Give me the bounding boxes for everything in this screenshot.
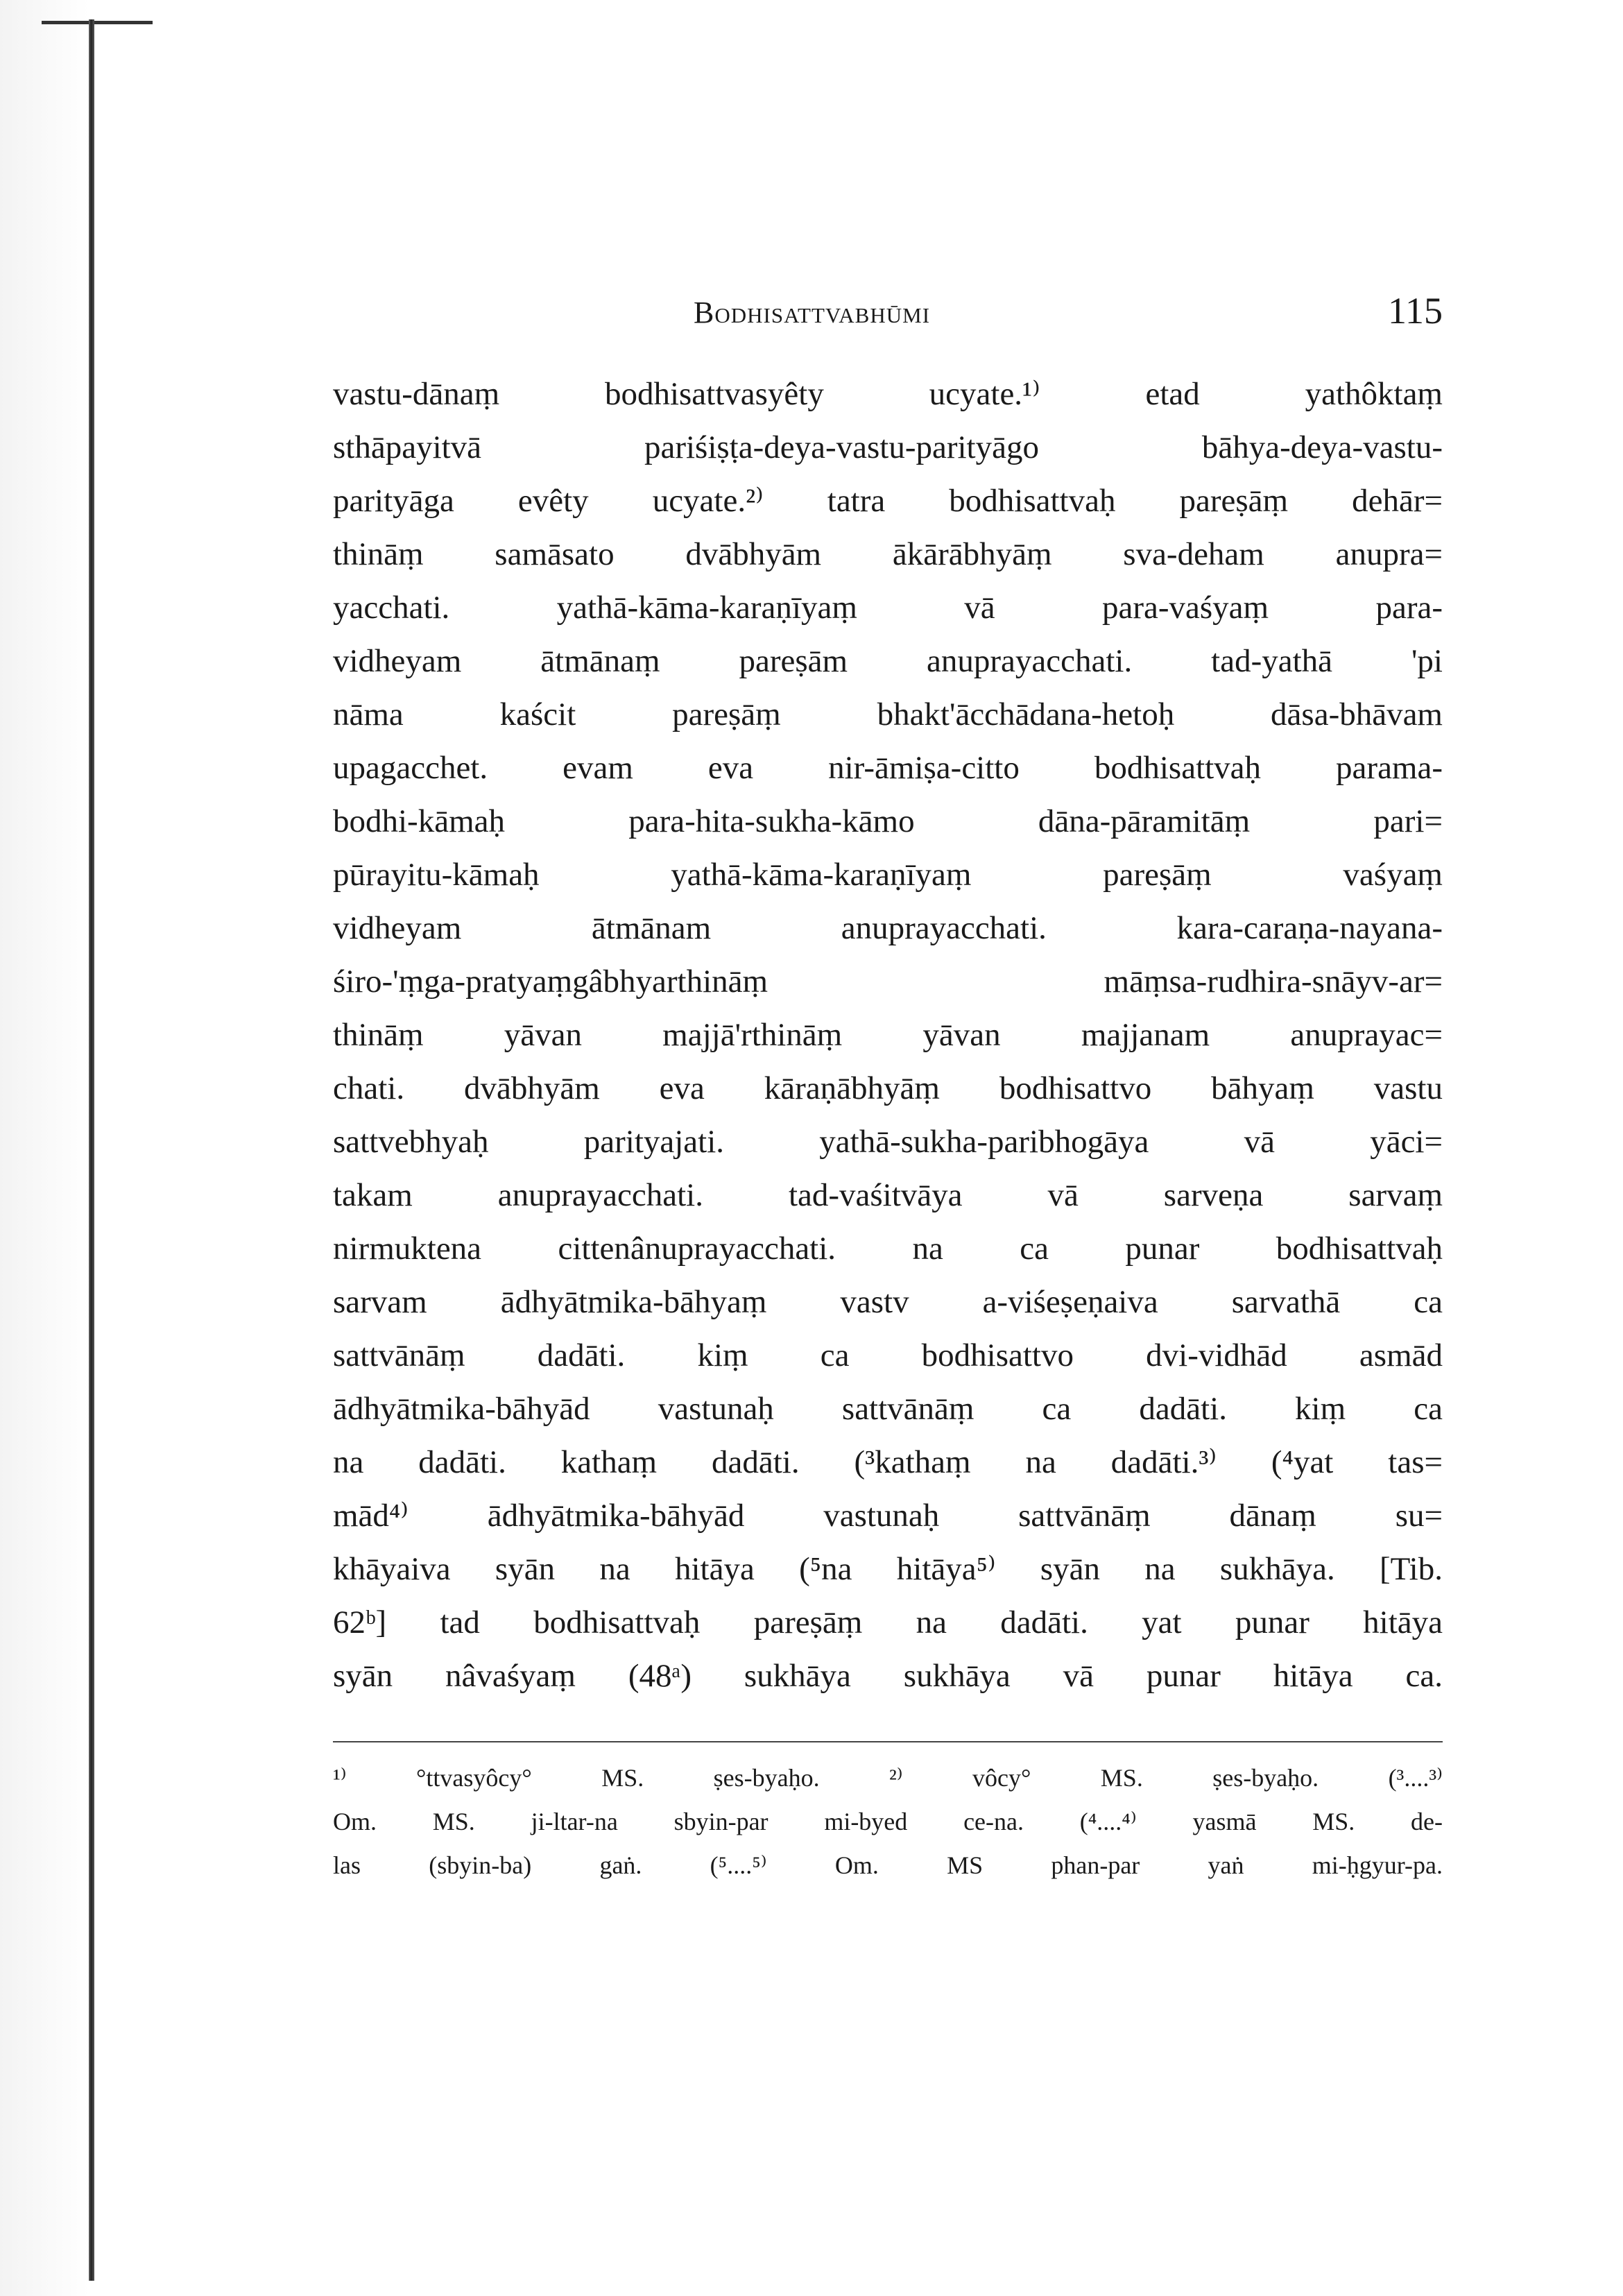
page-number: 115	[1388, 290, 1443, 332]
text-line: sthāpayitvā pariśiṣṭa-deya-vastu-parityāgo bāhya-deya-vastu-	[333, 429, 1443, 465]
text-line: sattvebhyaḥ parityajati. yathā-sukha-paribhogāya vā yāci=	[333, 1124, 1443, 1160]
text-line: takam anuprayacchati. tad-vaśitvāya vā sarveṇa sarvaṃ	[333, 1177, 1443, 1213]
footnote-line: Om. MS. ji-ltar-na sbyin-par mi-byed ce-na. (⁴....⁴⁾ yasmā MS. de-	[333, 1808, 1443, 1835]
text-line: parityāga evêty ucyate.²⁾ tatra bodhisattvaḥ pareṣāṃ dehār=	[333, 483, 1443, 519]
text-line: chati. dvābhyām eva kāraṇābhyāṃ bodhisattvo bāhyaṃ vastu	[333, 1070, 1443, 1106]
running-title: Bodhisattvabhūmi	[694, 295, 931, 329]
text-line: bodhi-kāmaḥ para-hita-sukha-kāmo dāna-pāramitāṃ pari=	[333, 803, 1443, 839]
text-line: khāyaiva syān na hitāya (⁵na hitāya⁵⁾ syān na sukhāya. [Tib.	[333, 1551, 1443, 1587]
text-line: 62ᵇ] tad bodhisattvaḥ pareṣāṃ na dadāti. yat punar hitāya	[333, 1604, 1443, 1640]
text-line: vidheyam ātmānaṃ pareṣām anuprayacchati. tad-yathā 'pi	[333, 643, 1443, 679]
book-spine-line	[89, 19, 94, 2281]
text-line: vastu-dānaṃ bodhisattvasyêty ucyate.¹⁾ etad yathôktaṃ	[333, 376, 1443, 412]
text-line: syān nâvaśyaṃ (48ᵃ) sukhāya sukhāya vā punar hitāya ca.	[333, 1658, 1443, 1694]
text-line: upagacchet. evam eva nir-āmiṣa-citto bodhisattvaḥ parama-	[333, 750, 1443, 786]
text-line: nāma kaścit pareṣāṃ bhakt'ācchādana-hetoḥ dāsa-bhāvam	[333, 696, 1443, 733]
footnote-line: ¹⁾ °ttvasyôcy° MS. ṣes-byaḥo. ²⁾ vôcy° MS. ṣes-byaḥo. (³....³⁾	[333, 1764, 1443, 1792]
text-line: sarvam ādhyātmika-bāhyaṃ vastv a-viśeṣeṇaiva sarvathā ca	[333, 1284, 1443, 1320]
text-line: śiro-'ṃga-pratyaṃgâbhyarthināṃ māṃsa-rudhira-snāyv-ar=	[333, 963, 1443, 1000]
footnote-line: las (sbyin-ba) gaṅ. (⁵....⁵⁾ Om. MS phan-par yaṅ mi-ḥgyur-pa.	[333, 1851, 1443, 1879]
text-line: pūrayitu-kāmaḥ yathā-kāma-karaṇīyaṃ pareṣāṃ vaśyaṃ	[333, 857, 1443, 893]
text-line: sattvānāṃ dadāti. kiṃ ca bodhisattvo dvi-vidhād asmād	[333, 1337, 1443, 1373]
text-line: nirmuktena cittenânuprayacchati. na ca punar bodhisattvaḥ	[333, 1231, 1443, 1267]
text-line: ādhyātmika-bāhyād vastunaḥ sattvānāṃ ca dadāti. kiṃ ca	[333, 1391, 1443, 1427]
binding-top-mark	[42, 21, 153, 24]
page-header	[333, 290, 1443, 343]
text-line: vidheyam ātmānam anuprayacchati. kara-caraṇa-nayana-	[333, 910, 1443, 946]
text-line: thināṃ samāsato dvābhyām ākārābhyāṃ sva-deham anupra=	[333, 536, 1443, 572]
text-line: thināṃ yāvan majjā'rthināṃ yāvan majjanam anuprayac=	[333, 1017, 1443, 1053]
text-line: na dadāti. kathaṃ dadāti. (³kathaṃ na dadāti.³⁾ (⁴yat tas=	[333, 1444, 1443, 1480]
body-text	[333, 368, 1443, 1703]
page-edge-shadow	[0, 0, 89, 2296]
footnotes	[333, 1756, 1443, 1887]
text-line: yacchati. yathā-kāma-karaṇīyaṃ vā para-vaśyaṃ para-	[333, 590, 1443, 626]
footnote-rule	[333, 1741, 1443, 1742]
text-line: mād⁴⁾ ādhyātmika-bāhyād vastunaḥ sattvānāṃ dānaṃ su=	[333, 1498, 1443, 1534]
